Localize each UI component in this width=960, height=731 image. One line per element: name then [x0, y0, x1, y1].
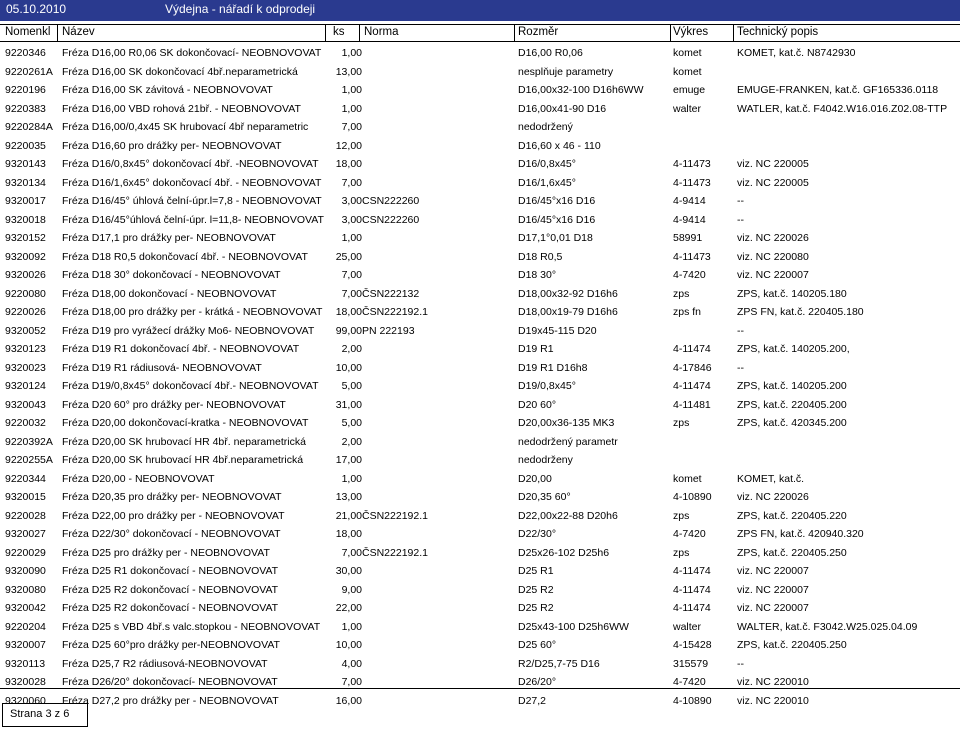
cell-nazev: Fréza D22,00 pro drážky per - NEOBNOVOVAT — [62, 509, 285, 522]
cell-vykres: 4-11474 — [673, 380, 711, 392]
cell-norma: ČSN222192.1 — [362, 546, 428, 559]
cell-rozmer: D19/0,8x45° — [518, 380, 576, 392]
cell-rozmer: D16,60 x 46 - 110 — [518, 139, 601, 152]
cell-vykres: zps — [673, 509, 690, 522]
cell-rozmer: D20,35 60° — [518, 491, 571, 503]
cell-nazev: Fréza D18 R0,5 dokončovací 4bř. - NEOBNOVOVAT — [62, 250, 308, 263]
cell-rozmer: nedodržený — [518, 121, 573, 133]
table-row — [0, 137, 960, 156]
cell-norma: ČSN222192.1 — [362, 509, 428, 522]
cell-rozmer: D18,00x32-92 D16h6 — [518, 287, 618, 300]
cell-rozmer: D19 R1 D16h8 — [518, 361, 588, 374]
cell-nomenkl: 9320143 — [5, 158, 46, 170]
cell-ks: 5,00 — [341, 380, 362, 392]
cell-nazev: Fréza D18,00 pro drážky per - krátká - NEOBNOVOVAT — [62, 306, 323, 318]
cell-nazev: Fréza D16/45°úhlová čelní-úpr. l=11,8- NEOBNOVOVAT — [62, 213, 324, 226]
cell-nomenkl: 9320043 — [5, 398, 46, 411]
cell-nazev: Fréza D19 R1 rádiusová- NEOBNOVOVAT — [62, 361, 262, 374]
cell-vykres: 4-7420 — [673, 269, 706, 281]
cell-nomenkl: 9220029 — [5, 546, 46, 559]
table-row — [0, 63, 960, 82]
cell-vykres: emuge — [673, 84, 706, 96]
cell-nazev: Fréza D20,00 SK hrubovací HR 4bř.neparametrická — [62, 454, 304, 466]
cell-norma: PN 222193 — [362, 324, 415, 337]
cell-ks: 1,00 — [341, 472, 362, 485]
cell-ks: 7,00 — [341, 176, 362, 189]
cell-rozmer: D16/1,6x45° — [518, 176, 576, 189]
table-row — [0, 414, 960, 433]
cell-nazev: Fréza D20 60° pro drážky per- NEOBNOVOVAT — [62, 398, 286, 411]
table-row — [0, 562, 960, 581]
cell-rozmer: D16,00 R0,06 — [518, 47, 583, 59]
cell-nomenkl: 9320052 — [5, 324, 46, 337]
cell-rozmer: D25 R2 — [518, 583, 554, 596]
cell-ks: 17,00 — [335, 454, 362, 466]
cell-vykres: 4-9414 — [673, 213, 706, 226]
cell-tech: viz. NC 220007 — [737, 269, 809, 281]
report-title-bar — [0, 0, 960, 21]
cell-nazev: Fréza D19 pro vyrážecí drážky Mo6- NEOBNOVOVAT — [62, 324, 315, 337]
cell-nomenkl: 9220344 — [5, 472, 46, 485]
cell-ks: 7,00 — [341, 269, 362, 281]
cell-ks: 2,00 — [341, 343, 362, 355]
cell-ks: 2,00 — [341, 435, 362, 448]
cell-rozmer: D22,00x22-88 D20h6 — [518, 509, 618, 522]
table-row — [0, 655, 960, 674]
cell-nazev: Fréza D16/0,8x45° dokončovací 4bř. -NEOBNOVOVAT — [62, 158, 319, 170]
cell-ks: 16,00 — [335, 694, 362, 707]
cell-nomenkl: 9220080 — [5, 287, 46, 300]
table-row — [0, 192, 960, 211]
table-row — [0, 248, 960, 267]
cell-tech: ZPS, kat.č. 220405.250 — [737, 546, 847, 559]
cell-vykres: 4-10890 — [673, 694, 712, 707]
cell-nomenkl: 9220261A — [5, 65, 53, 78]
cell-tech: viz. NC 220005 — [737, 176, 809, 189]
cell-ks: 12,00 — [335, 139, 362, 152]
cell-nomenkl: 9320042 — [5, 602, 46, 614]
cell-nomenkl: 9320090 — [5, 565, 46, 577]
cell-rozmer: D20,00 — [518, 472, 552, 485]
table-row — [0, 692, 960, 711]
table-row — [0, 340, 960, 359]
cell-vykres: 4-9414 — [673, 195, 706, 207]
cell-rozmer: D22/30° — [518, 528, 557, 540]
report-title: Výdejna - nářadí k odprodeji — [165, 2, 316, 16]
cell-vykres: zps — [673, 287, 690, 300]
cell-rozmer: nesplňuje parametry — [518, 65, 614, 78]
cell-norma: ČSN222132 — [362, 287, 420, 300]
cell-ks: 13,00 — [335, 65, 362, 78]
cell-nazev: Fréza D26/20° dokončovací- NEOBNOVOVAT — [62, 676, 278, 688]
cell-rozmer: D25 R2 — [518, 602, 554, 614]
cell-nazev: Fréza D25 pro drážky per - NEOBNOVOVAT — [62, 546, 270, 559]
cell-nazev: Fréza D16,00 SK dokončovací 4bř.neparametrická — [62, 65, 298, 78]
cell-rozmer: D26/20° — [518, 676, 557, 688]
table-row — [0, 377, 960, 396]
cell-tech: WATLER, kat.č. F4042.W16.016.Z02.08-TTP — [737, 102, 948, 115]
table-row — [0, 100, 960, 119]
col-header-tech: Technický popis — [737, 26, 819, 38]
cell-nomenkl: 9320124 — [5, 380, 46, 392]
cell-rozmer: D27,2 — [518, 694, 547, 707]
table-body — [0, 44, 960, 710]
cell-ks: 99,00 — [335, 324, 362, 337]
cell-nazev: Fréza D25 R2 dokončovací - NEOBNOVOVAT — [62, 583, 279, 596]
cell-tech: ZPS FN, kat.č. 220405.180 — [737, 306, 864, 318]
cell-rozmer: D17,1°0,01 D18 — [518, 232, 593, 244]
cell-ks: 4,00 — [341, 657, 362, 670]
cell-rozmer: D18 30° — [518, 269, 557, 281]
cell-vykres: 315579 — [673, 657, 709, 670]
cell-ks: 31,00 — [335, 398, 362, 411]
cell-vykres: 4-17846 — [673, 361, 712, 374]
table-row — [0, 118, 960, 137]
cell-vykres: zps fn — [673, 306, 702, 318]
cell-ks: 1,00 — [341, 102, 362, 115]
cell-nomenkl: 9320113 — [5, 657, 46, 670]
cell-rozmer: D19x45-115 D20 — [518, 324, 597, 337]
cell-tech: viz. NC 220010 — [737, 676, 809, 688]
cell-ks: 7,00 — [341, 546, 362, 559]
cell-rozmer: D19 R1 — [518, 343, 554, 355]
cell-tech: WALTER, kat.č. F3042.W25.025.04.09 — [737, 620, 918, 633]
cell-nomenkl: 9320092 — [5, 250, 46, 263]
table-row — [0, 229, 960, 248]
cell-vykres: 4-10890 — [673, 491, 712, 503]
cell-ks: 7,00 — [341, 676, 362, 688]
table-row — [0, 396, 960, 415]
table-row — [0, 266, 960, 285]
cell-nomenkl: 9320023 — [5, 361, 46, 374]
cell-vykres: 4-15428 — [673, 639, 712, 651]
cell-vykres: walter — [673, 102, 702, 115]
cell-nomenkl: 9320152 — [5, 232, 46, 244]
cell-rozmer: D16,00x32-100 D16h6WW — [518, 84, 644, 96]
cell-nazev: Fréza D17,1 pro drážky per- NEOBNOVOVAT — [62, 232, 276, 244]
cell-tech: EMUGE-FRANKEN, kat.č. GF165336.0118 — [737, 84, 939, 96]
cell-nomenkl: 9320134 — [5, 176, 46, 189]
cell-tech: ZPS, kat.č. 140205.200 — [737, 380, 847, 392]
col-header-nomenkl: Nomenkl — [5, 26, 51, 38]
cell-tech: ZPS FN, kat.č. 420940.320 — [737, 528, 864, 540]
table-row — [0, 507, 960, 526]
cell-vykres: walter — [673, 620, 702, 633]
cell-nazev: Fréza D25 R1 dokončovací - NEOBNOVOVAT — [62, 565, 279, 577]
cell-nazev: Fréza D25 R2 dokončovací - NEOBNOVOVAT — [62, 602, 279, 614]
table-row — [0, 581, 960, 600]
cell-nomenkl: 9320123 — [5, 343, 46, 355]
cell-tech: ZPS, kat.č. 220405.200 — [737, 398, 847, 411]
cell-tech: KOMET, kat.č. N8742930 — [737, 47, 856, 59]
page-number: Strana 3 z 6 — [10, 708, 70, 720]
cell-tech: ZPS, kat.č. 220405.220 — [737, 509, 847, 522]
cell-ks: 13,00 — [335, 491, 362, 503]
table-header — [0, 24, 960, 42]
cell-rozmer: D16/45°x16 D16 — [518, 213, 596, 226]
cell-nomenkl: 9220204 — [5, 620, 46, 633]
cell-nomenkl: 9320080 — [5, 583, 46, 596]
cell-rozmer: D16/0,8x45° — [518, 158, 576, 170]
cell-nomenkl: 9320017 — [5, 195, 46, 207]
col-header-nazev: Název — [62, 26, 95, 38]
cell-ks: 30,00 — [335, 565, 362, 577]
report-date: 05.10.2010 — [6, 2, 67, 16]
cell-nazev: Fréza D25 60°pro drážky per-NEOBNOVOVAT — [62, 639, 280, 651]
cell-ks: 18,00 — [335, 528, 362, 540]
cell-ks: 1,00 — [341, 620, 362, 633]
cell-tech: ZPS, kat.č. 140205.200, — [737, 343, 850, 355]
cell-nazev: Fréza D18 30° dokončovací - NEOBNOVOVAT — [62, 269, 281, 281]
cell-nazev: Fréza D20,00 - NEOBNOVOVAT — [62, 472, 215, 485]
cell-nazev: Fréza D20,00 dokončovací-kratka - NEOBNOVOVAT — [62, 417, 309, 429]
cell-vykres: 4-11474 — [673, 565, 711, 577]
cell-rozmer: D16/45°x16 D16 — [518, 195, 596, 207]
cell-rozmer: D20 60° — [518, 398, 557, 411]
cell-ks: 1,00 — [341, 84, 362, 96]
col-header-rozmer: Rozměr — [518, 26, 559, 38]
table-row — [0, 81, 960, 100]
cell-norma: ČSN222192.1 — [362, 306, 428, 318]
cell-rozmer: R2/D25,7-75 D16 — [518, 657, 600, 670]
table-row — [0, 636, 960, 655]
cell-nomenkl: 9220383 — [5, 102, 46, 115]
cell-nazev: Fréza D16,00 R0,06 SK dokončovací- NEOBNOVOVAT — [62, 47, 322, 59]
cell-vykres: komet — [673, 47, 702, 59]
cell-vykres: 4-11481 — [673, 398, 711, 411]
cell-tech: KOMET, kat.č. — [737, 472, 805, 485]
cell-vykres: zps — [673, 546, 690, 559]
cell-nazev: Fréza D25 s VBD 4bř.s valc.stopkou - NEOBNOVOVAT — [62, 620, 321, 633]
table-row — [0, 285, 960, 304]
cell-nomenkl: 9220028 — [5, 509, 46, 522]
cell-tech: viz. NC 220026 — [737, 491, 809, 503]
cell-rozmer: nedodrženy — [518, 454, 573, 466]
cell-tech: viz. NC 220005 — [737, 158, 809, 170]
cell-rozmer: D25 R1 — [518, 565, 554, 577]
cell-nomenkl: 9320060 — [5, 694, 46, 707]
cell-nomenkl: 9220255A — [5, 454, 53, 466]
table-row — [0, 599, 960, 618]
cell-vykres: 4-11474 — [673, 343, 711, 355]
cell-tech: -- — [737, 361, 744, 374]
cell-rozmer: D20,00x36-135 MK3 — [518, 417, 615, 429]
cell-tech: viz. NC 220010 — [737, 694, 809, 707]
cell-nomenkl: 9320015 — [5, 491, 46, 503]
cell-vykres: zps — [673, 417, 690, 429]
cell-tech: viz. NC 220007 — [737, 565, 809, 577]
cell-ks: 10,00 — [335, 361, 362, 374]
cell-ks: 18,00 — [335, 158, 362, 170]
cell-nazev: Fréza D16,00 VBD rohová 21bř. - NEOBNOVOVAT — [62, 102, 301, 115]
cell-rozmer: D25x43-100 D25h6WW — [518, 620, 629, 633]
cell-tech: -- — [737, 324, 744, 337]
cell-tech: viz. NC 220007 — [737, 602, 809, 614]
cell-ks: 18,00 — [335, 306, 362, 318]
cell-vykres: 4-11474 — [673, 583, 711, 596]
cell-ks: 3,00 — [341, 213, 362, 226]
cell-rozmer: D18,00x19-79 D16h6 — [518, 306, 618, 318]
cell-nazev: Fréza D19/0,8x45° dokončovací 4bř.- NEOBNOVOVAT — [62, 380, 319, 392]
cell-vykres: 4-7420 — [673, 676, 706, 688]
cell-nazev: Fréza D25,7 R2 rádiusová-NEOBNOVOVAT — [62, 657, 268, 670]
cell-ks: 5,00 — [341, 417, 362, 429]
cell-nazev: Fréza D16/45° úhlová čelní-úpr.l=7,8 - NEOBNOVOVAT — [62, 195, 322, 207]
cell-nomenkl: 9220284A — [5, 121, 53, 133]
cell-ks: 1,00 — [341, 232, 362, 244]
cell-nazev: Fréza D16,60 pro drážky per- NEOBNOVOVAT — [62, 139, 282, 152]
cell-norma: CSN222260 — [362, 213, 420, 226]
cell-nomenkl: 9220032 — [5, 417, 46, 429]
cell-tech: viz. NC 220080 — [737, 250, 809, 263]
cell-nomenkl: 9320026 — [5, 269, 46, 281]
table-row — [0, 174, 960, 193]
cell-nomenkl: 9320028 — [5, 676, 46, 688]
col-header-vykres: Výkres — [673, 26, 709, 38]
col-header-norma: Norma — [364, 26, 399, 38]
cell-vykres: 4-7420 — [673, 528, 706, 540]
table-row — [0, 44, 960, 63]
cell-ks: 1,00 — [341, 47, 362, 59]
cell-rozmer: D18 R0,5 — [518, 250, 563, 263]
cell-tech: ZPS, kat.č. 420345.200 — [737, 417, 847, 429]
cell-nomenkl: 9220026 — [5, 306, 46, 318]
table-row — [0, 544, 960, 563]
cell-vykres: 4-11474 — [673, 602, 711, 614]
cell-nazev: Fréza D20,35 pro drážky per- NEOBNOVOVAT — [62, 491, 282, 503]
table-row — [0, 322, 960, 341]
cell-nomenkl: 9220196 — [5, 84, 46, 96]
cell-vykres: 58991 — [673, 232, 703, 244]
cell-tech: ZPS, kat.č. 220405.250 — [737, 639, 847, 651]
cell-rozmer: D25 60° — [518, 639, 557, 651]
table-row — [0, 488, 960, 507]
cell-nazev: Fréza D16,00 SK závitová - NEOBNOVOVAT — [62, 84, 273, 96]
cell-vykres: komet — [673, 65, 702, 78]
table-row — [0, 359, 960, 378]
cell-ks: 25,00 — [335, 250, 362, 263]
cell-vykres: 4-11473 — [673, 158, 711, 170]
table-row — [0, 470, 960, 489]
cell-ks: 9,00 — [341, 583, 362, 596]
cell-vykres: 4-11473 — [673, 250, 711, 263]
cell-tech: viz. NC 220026 — [737, 232, 809, 244]
cell-nazev: Fréza D16/1,6x45° dokončovací 4bř. - NEOBNOVOVAT — [62, 176, 322, 189]
cell-nomenkl: 9220392A — [5, 435, 53, 448]
cell-nazev: Fréza D20,00 SK hrubovací HR 4bř. neparametrická — [62, 435, 306, 448]
cell-vykres: 4-11473 — [673, 176, 711, 189]
cell-nomenkl: 9320027 — [5, 528, 46, 540]
table-row — [0, 433, 960, 452]
table-row — [0, 618, 960, 637]
cell-ks: 7,00 — [341, 287, 362, 300]
table-row — [0, 303, 960, 322]
cell-vykres: komet — [673, 472, 702, 485]
cell-nazev: Fréza D18,00 dokončovací - NEOBNOVOVAT — [62, 287, 277, 300]
cell-tech: viz. NC 220007 — [737, 583, 809, 596]
cell-tech: ZPS, kat.č. 140205.180 — [737, 287, 847, 300]
cell-nazev: Fréza D16,00/0,4x45 SK hrubovací 4bř neparametric — [62, 121, 309, 133]
cell-nazev: Fréza D19 R1 dokončovací 4bř. - NEOBNOVOVAT — [62, 343, 300, 355]
cell-norma: CSN222260 — [362, 195, 420, 207]
cell-tech: -- — [737, 195, 744, 207]
table-row — [0, 155, 960, 174]
cell-rozmer: D25x26-102 D25h6 — [518, 546, 610, 559]
cell-tech: -- — [737, 213, 744, 226]
col-header-ks: ks — [333, 26, 345, 38]
cell-ks: 10,00 — [335, 639, 362, 651]
cell-ks: 7,00 — [341, 121, 362, 133]
table-row — [0, 451, 960, 470]
cell-nazev: Fréza D22/30° dokončovací - NEOBNOVOVAT — [62, 528, 281, 540]
cell-ks: 21,00 — [335, 509, 362, 522]
cell-nazev: Fréza D27,2 pro drážky per - NEOBNOVOVAT — [62, 694, 279, 707]
cell-ks: 3,00 — [341, 195, 362, 207]
cell-tech: -- — [737, 657, 744, 670]
cell-rozmer: nedodržený parametr — [518, 435, 618, 448]
table-row — [0, 525, 960, 544]
cell-nomenkl: 9220346 — [5, 47, 46, 59]
table-row — [0, 211, 960, 230]
cell-nomenkl: 9320018 — [5, 213, 46, 226]
cell-rozmer: D16,00x41-90 D16 — [518, 102, 607, 115]
cell-ks: 22,00 — [335, 602, 362, 614]
page-indicator — [2, 703, 88, 727]
footer-divider — [0, 688, 960, 689]
cell-nomenkl: 9220035 — [5, 139, 46, 152]
cell-nomenkl: 9320007 — [5, 639, 46, 651]
